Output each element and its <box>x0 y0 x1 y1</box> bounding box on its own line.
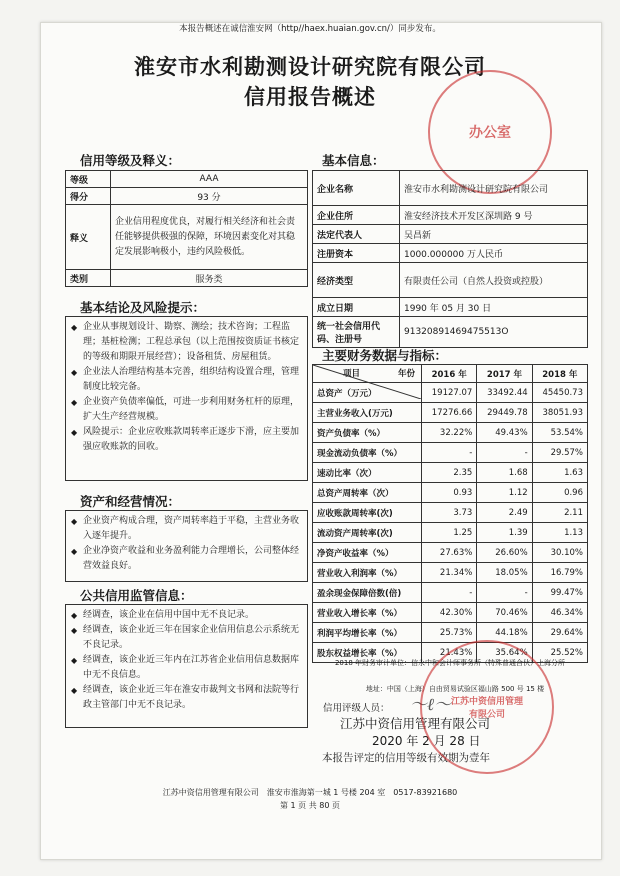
financial-cell: 17276.66 <box>422 403 477 423</box>
founded-value: 1990 年 05 月 30 日 <box>400 298 588 317</box>
financial-row-label: 盈余现金保障倍数(倍) <box>313 583 422 603</box>
financial-cell: 38051.93 <box>532 403 587 423</box>
year-header: 2016 年 <box>422 365 477 383</box>
company-title: 淮安市水利勘测设计研究院有限公司 <box>134 54 486 79</box>
year-header: 2018 年 <box>532 365 587 383</box>
list-item: ◆ 企业从事规划设计、勘察、测绘；技术咨询；工程监理；基桩检测；工程总承包（以上范围按资质证书核定的等级和期限开展经营）；设备租赁、房屋租赁。 <box>71 322 300 362</box>
financial-cell: 29449.78 <box>477 403 532 423</box>
capital-label: 注册资本 <box>313 244 400 263</box>
report-title <box>0 52 620 112</box>
audit-address: 地址：中国（上海）自由贸易试验区福山路 500 号 15 楼 <box>365 685 545 693</box>
financial-cell: 2.11 <box>532 503 587 523</box>
grade-section-title: 信用等级及释义： <box>80 153 181 168</box>
score-label: 得分 <box>66 188 111 205</box>
financial-cell: 1.63 <box>532 463 587 483</box>
company-name-label: 企业名称 <box>313 171 400 206</box>
basic-info-row <box>313 298 588 317</box>
financial-cell: 27.63% <box>422 543 477 563</box>
header-year: 年份 <box>397 369 415 379</box>
financial-row-label: 现金流动负债率（%） <box>313 443 422 463</box>
financial-cell: 1.13 <box>532 523 587 543</box>
list-item: ◆ 企业净资产收益和业务盈利能力合理增长，公司整体经营效益良好。 <box>71 546 300 571</box>
financial-cell: - <box>422 583 477 603</box>
financial-row-label: 股东权益增长率（%） <box>313 643 422 663</box>
financial-row <box>313 483 588 503</box>
assets-title: 资产和经营情况： <box>80 494 181 509</box>
company-seal-text: 江苏中资信用管理有限公司 <box>450 697 523 720</box>
financial-row-label: 营业收入利润率（%） <box>313 563 422 583</box>
financial-cell: 0.93 <box>422 483 477 503</box>
basic-info-row <box>313 171 588 206</box>
category-label: 类别 <box>66 270 111 287</box>
financial-cell: 1.68 <box>477 463 532 483</box>
list-item: ◆ 风险提示：企业应收账款周转率正逐步下滑，应主要加强应收账款的回收。 <box>71 427 300 452</box>
financial-row-label: 净资产收益率（%） <box>313 543 422 563</box>
financial-cell: 2.35 <box>422 463 477 483</box>
financial-row <box>313 423 588 443</box>
financial-cell: - <box>477 443 532 463</box>
basic-info-row <box>313 225 588 244</box>
list-item: ◆ 经调查，该企业近三年在淮安市裁判文书网和法院等行政主管部门中无不良记录。 <box>71 685 300 710</box>
financial-row-label: 资产负债率（%） <box>313 423 422 443</box>
financial-cell: 35.64% <box>477 643 532 663</box>
financial-cell: 0.96 <box>532 483 587 503</box>
financial-cell: 25.52% <box>532 643 587 663</box>
basic-info-row <box>313 317 588 348</box>
header-item: 项目 <box>343 369 361 379</box>
credit-code-value: 91320891469475513O <box>400 317 588 348</box>
financial-cell: 29.64% <box>532 623 587 643</box>
list-item: ◆ 经调查，该企业在信用中国中无不良记录。 <box>71 610 255 620</box>
financial-cell: 29.57% <box>532 443 587 463</box>
category-row <box>66 270 308 287</box>
financial-row-label: 利润平均增长率（%） <box>313 623 422 643</box>
signature-mark: 〜ℓ〜 <box>410 695 452 715</box>
financial-title: 主要财务数据与指标： <box>322 348 448 363</box>
address-label: 企业住所 <box>313 206 400 225</box>
financial-cell: 3.73 <box>422 503 477 523</box>
financial-cell: 53.54% <box>532 423 587 443</box>
financial-row-label: 应收账款周转率(次) <box>313 503 422 523</box>
list-item: ◆ 经调查，该企业近三年在国家企业信用信息公示系统无不良记录。 <box>71 625 300 650</box>
financial-cell: 46.34% <box>532 603 587 623</box>
address-value: 淮安经济技术开发区深圳路 9 号 <box>400 206 588 225</box>
financial-cell: 25.73% <box>422 623 477 643</box>
definition-label: 释义 <box>66 205 111 270</box>
audit-note: 2018 年财务审计单位：信永中和会计师事务所（特殊普通合伙）上海分所 <box>334 659 566 667</box>
financial-row <box>313 603 588 623</box>
issue-date: 2020 年 2 月 28 日 <box>372 734 481 748</box>
category-value: 服务类 <box>111 270 308 287</box>
score-row <box>66 188 308 205</box>
grade-value: AAA <box>111 171 308 188</box>
score-value: 93 分 <box>111 188 308 205</box>
financial-row <box>313 523 588 543</box>
financial-row <box>313 463 588 483</box>
financial-cell: 30.10% <box>532 543 587 563</box>
list-item: ◆ 企业资产负债率偏低，可进一步利用财务杠杆的原理，扩大生产经营规模。 <box>71 397 300 422</box>
assets-box <box>65 510 308 582</box>
financial-row <box>313 443 588 463</box>
financial-cell: - <box>477 583 532 603</box>
financial-cell: 2.49 <box>477 503 532 523</box>
basic-info-row <box>313 244 588 263</box>
basic-info-title: 基本信息： <box>322 153 385 168</box>
supervision-box <box>65 604 308 728</box>
grade-label: 等级 <box>66 171 111 188</box>
financial-cell: 26.60% <box>477 543 532 563</box>
publish-notice: 本报告概述在诚信淮安网（http//haex.huaian.gov.cn/）同步发布。 <box>179 24 441 34</box>
capital-value: 1000.000000 万人民币 <box>400 244 588 263</box>
financial-row-label: 主营业务收入(万元) <box>313 403 422 423</box>
header-corner <box>313 365 422 383</box>
financial-row <box>313 403 588 423</box>
financial-row <box>313 623 588 643</box>
financial-row-label: 营业收入增长率（%） <box>313 603 422 623</box>
financial-cell: 19127.07 <box>422 383 477 403</box>
report-subtitle: 信用报告概述 <box>244 84 376 109</box>
grade-row <box>66 171 308 188</box>
footer-contact: 江苏中资信用管理有限公司 淮安市淮海第一城 1 号楼 204 室 0517-83921680 <box>162 788 458 797</box>
financial-row-label: 总资产周转率（次） <box>313 483 422 503</box>
financial-cell: 99.47% <box>532 583 587 603</box>
definition-value: 企业信用程度优良，对履行相关经济和社会责任能够提供极强的保障，环境因素变化对其稳定发展影响极小，违约风险极低。 <box>111 205 308 270</box>
financial-cell: - <box>422 443 477 463</box>
supervision-title: 公共信用监管信息： <box>80 588 193 603</box>
financial-cell: 70.46% <box>477 603 532 623</box>
financial-cell: 32.22% <box>422 423 477 443</box>
conclusion-box <box>65 316 308 481</box>
financial-cell: 18.05% <box>477 563 532 583</box>
financial-cell: 33492.44 <box>477 383 532 403</box>
financial-row-label: 速动比率（次） <box>313 463 422 483</box>
financial-cell: 1.12 <box>477 483 532 503</box>
financial-cell: 21.34% <box>422 563 477 583</box>
financial-cell: 49.43% <box>477 423 532 443</box>
legal-rep-label: 法定代表人 <box>313 225 400 244</box>
credit-code-label: 统一社会信用代码、注册号 <box>313 317 400 348</box>
financial-cell: 45450.73 <box>532 383 587 403</box>
financial-row <box>313 543 588 563</box>
list-item: ◆ 企业法人治理结构基本完善，组织结构设置合理，管理制度比较完备。 <box>71 367 300 392</box>
page-number: 第 1 页 共 80 页 <box>280 801 340 810</box>
legal-rep-value: 吴昌新 <box>400 225 588 244</box>
definition-row <box>66 205 308 270</box>
financial-row-label: 流动资产周转率(次) <box>313 523 422 543</box>
rater-label: 信用评级人员： <box>323 703 390 714</box>
year-header: 2017 年 <box>477 365 532 383</box>
financial-cell: 21.43% <box>422 643 477 663</box>
financial-cell: 1.39 <box>477 523 532 543</box>
financial-cell: 16.79% <box>532 563 587 583</box>
basic-info-row <box>313 206 588 225</box>
company-name-value: 淮安市水利勘测设计研究院有限公司 <box>400 171 588 206</box>
financial-header-row <box>313 365 588 383</box>
validity-text: 本报告评定的信用等级有效期为壹年 <box>322 752 490 764</box>
list-item: ◆ 企业资产构成合理，资产周转率趋于平稳，主营业务收入逐年提升。 <box>71 516 300 541</box>
economic-type-label: 经济类型 <box>313 263 400 298</box>
office-seal-text: 办公室 <box>469 125 511 141</box>
issuer-company: 江苏中资信用管理有限公司 <box>340 716 491 731</box>
grade-table <box>65 170 308 287</box>
economic-type-value: 有限责任公司（自然人投资或控股） <box>400 263 588 298</box>
financial-cell: 42.30% <box>422 603 477 623</box>
financial-table <box>312 364 588 663</box>
basic-info-row <box>313 263 588 298</box>
list-item: ◆ 经调查，该企业近三年内在江苏省企业信用信息数据库中无不良信息。 <box>71 655 300 680</box>
financial-row <box>313 503 588 523</box>
financial-row <box>313 563 588 583</box>
financial-cell: 1.25 <box>422 523 477 543</box>
conclusion-title: 基本结论及风险提示： <box>80 300 206 315</box>
financial-row-label: 总资产（万元） <box>313 383 422 403</box>
financial-cell: 44.18% <box>477 623 532 643</box>
basic-info-table <box>312 170 588 348</box>
financial-row <box>313 583 588 603</box>
founded-label: 成立日期 <box>313 298 400 317</box>
